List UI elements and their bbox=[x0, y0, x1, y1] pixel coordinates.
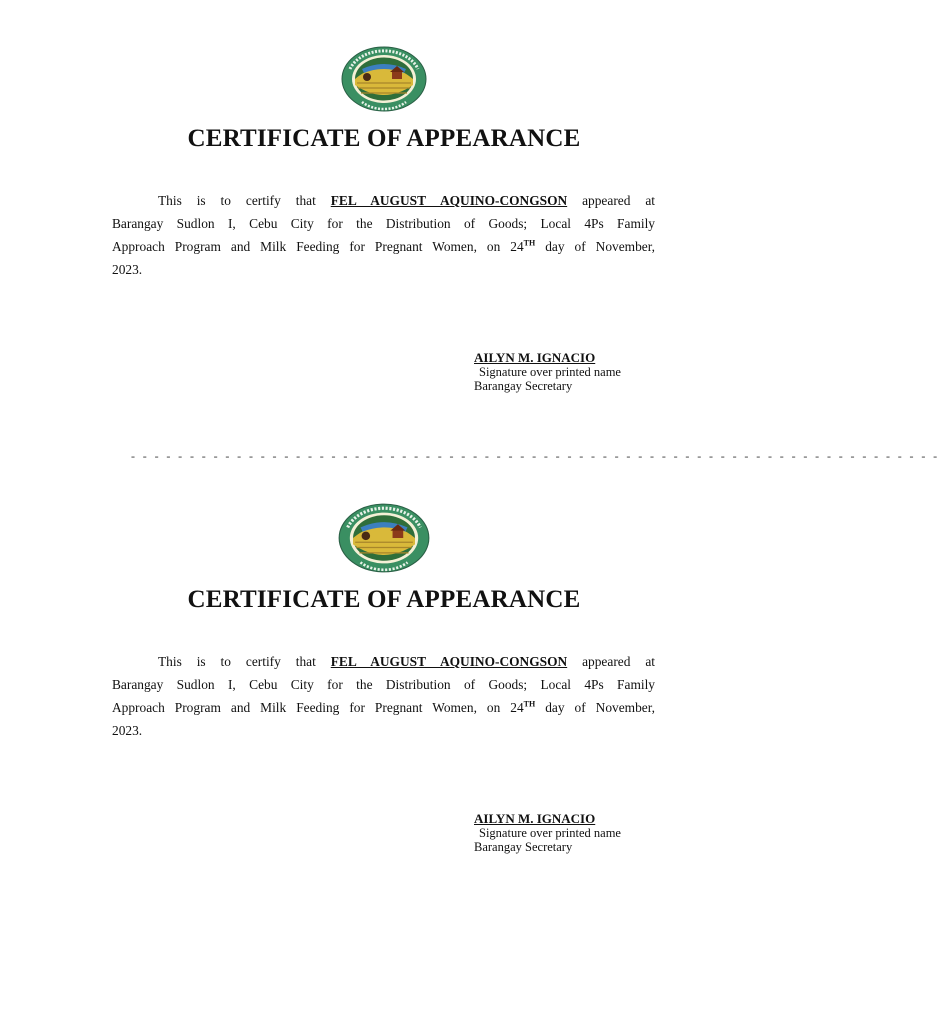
body-appeared-text: appeared at bbox=[582, 193, 655, 208]
body-appeared-text: appeared at bbox=[582, 654, 655, 669]
body-line-4: 2023. bbox=[112, 262, 143, 277]
certificate-title: CERTIFICATE OF APPEARANCE bbox=[187, 586, 581, 613]
signatory-role: Barangay Secretary bbox=[474, 840, 573, 854]
body-line-2: Barangay Sudlon I, Cebu City for the Distribution of Goods; Local 4Ps Family bbox=[112, 677, 655, 692]
body-program-text: Approach Program and Milk Feeding for Pregnant Women, on 24 bbox=[112, 239, 524, 254]
body-month-text: day of November, bbox=[545, 239, 655, 254]
appearer-name: FEL AUGUST AQUINO-CONGSON bbox=[330, 193, 568, 208]
body-month-text: day of November, bbox=[545, 700, 655, 715]
body-line-1 bbox=[112, 650, 655, 673]
barangay-seal-logo bbox=[337, 502, 431, 574]
day-suffix: TH bbox=[523, 238, 536, 248]
body-line-1 bbox=[112, 189, 655, 212]
barangay-seal-logo bbox=[340, 45, 428, 113]
certificate-title: CERTIFICATE OF APPEARANCE bbox=[187, 125, 581, 152]
body-line-3 bbox=[112, 696, 655, 719]
signatory-role: Barangay Secretary bbox=[474, 379, 573, 393]
signature-block bbox=[474, 351, 621, 393]
signatory-name: AILYN M. IGNACIO bbox=[474, 811, 596, 826]
body-intro-text: This is to certify that bbox=[158, 193, 316, 208]
signatory-name: AILYN M. IGNACIO bbox=[474, 350, 596, 365]
body-intro-text: This is to certify that bbox=[158, 654, 316, 669]
certificate-body bbox=[112, 189, 655, 281]
day-suffix: TH bbox=[523, 699, 536, 709]
body-line-2: Barangay Sudlon I, Cebu City for the Distribution of Goods; Local 4Ps Family bbox=[112, 216, 655, 231]
signature-block bbox=[474, 812, 621, 854]
cut-line-divider: - - - - - - - - - - - - - - - - - - - - - - - - - - - - - - - - - - - - - - - - - - - - - - - - - - - - - - - - - - - - - - - - - - - - - bbox=[131, 449, 940, 463]
signature-caption: Signature over printed name bbox=[479, 365, 621, 379]
body-line-3 bbox=[112, 235, 655, 258]
certificate-body bbox=[112, 650, 655, 742]
body-program-text: Approach Program and Milk Feeding for Pregnant Women, on 24 bbox=[112, 700, 524, 715]
signature-caption: Signature over printed name bbox=[479, 826, 621, 840]
certificate-bottom bbox=[0, 461, 768, 921]
body-line-4: 2023. bbox=[112, 723, 143, 738]
certificate-top bbox=[0, 0, 768, 460]
appearer-name: FEL AUGUST AQUINO-CONGSON bbox=[330, 654, 568, 669]
